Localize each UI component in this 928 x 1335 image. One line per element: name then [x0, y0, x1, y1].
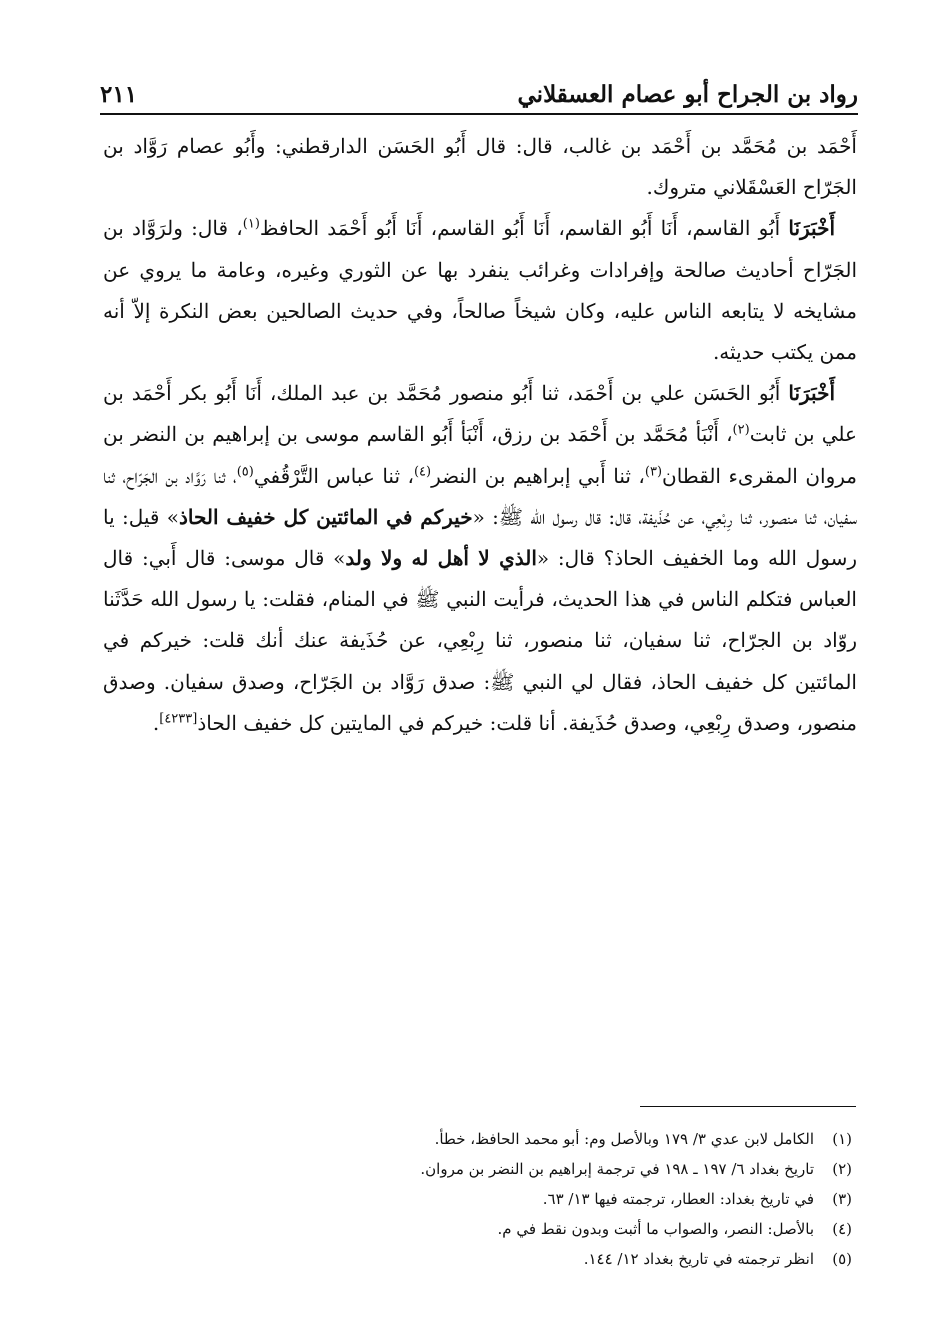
paragraph-1	[103, 126, 857, 208]
paragraph-3-text-d: ، ثنا عباس التَّرْقُفي	[253, 463, 414, 488]
footnote-number: (٤)	[832, 1220, 852, 1238]
footnotes	[300, 1124, 852, 1274]
akhbarana-keyword: أَخْبَرَنَا	[788, 216, 836, 241]
paragraph-3-text-c: ، ثنا أَبي إبراهيم بن النضر	[431, 463, 645, 488]
footnote-text: انظر ترجمته في تاريخ بغداد ١٢/ ١٤٤.	[583, 1250, 814, 1268]
hadith-text-1: خيركم في المائتين كل خفيف الحاذ	[178, 504, 473, 529]
footnote-number: (٥)	[832, 1250, 852, 1268]
footnote-text: بالأصل: النصر، والصواب ما أثبت وبدون نقط في م.	[497, 1220, 814, 1238]
footnote-marker-3[interactable]: (٣)	[644, 463, 663, 479]
paragraph-3-text-a: أَبُو الحَسَن علي بن أَحْمَد، ثنا أَبُو منصور مُحَمَّد بن عبد الملك، أَنَا أَبُو بكر أَحْمَد بن علي بن ثابت	[103, 381, 857, 447]
footnote-number: (٣)	[832, 1190, 852, 1208]
footnote-1	[300, 1124, 852, 1154]
main-text	[103, 126, 857, 744]
paragraph-3-text-e: ، ثنا رَوَّاد بن الجَرّاح، ثنا سفيان، ثنا منصور، ثنا رِبْعِي، عن حُذَيفة، قال: قال رسول الله ﷺ: «	[103, 463, 857, 529]
header-divider	[100, 113, 858, 115]
footnote-divider	[640, 1106, 856, 1107]
hadith-reference-number: [٤٢٣٣]	[159, 711, 198, 727]
paragraph-3-text-b: ، أَنْبَأ مُحَمَّد بن أَحْمَد بن رزق، أَنْبَأ أَبُو القاسم موسى بن إبراهيم بن النضر بن مروان المقرىء القطان	[103, 422, 857, 488]
footnote-5	[300, 1244, 852, 1274]
footnote-text: في تاريخ بغداد: العطار، ترجمته فيها ١٣/ ٦٣.	[542, 1190, 814, 1208]
footnote-3	[300, 1184, 852, 1214]
footnote-text: الكامل لابن عدي ٣/ ١٧٩ وبالأصل وم: أبو محمد الحافظ، خطأ.	[434, 1130, 814, 1148]
paragraph-3-text-g: » قال موسى: قال أَبي: قال العباس فتكلم الناس في هذا الحديث، فرأيت النبي ﷺ في المنام، فقلت: يا رسول الله حَدَّثَنا روّاد بن الجرّاح، ثنا سفيان، ثنا منصور، ثنا رِبْعِي، عن حُذَيفة عنك أنك قلت: خيركم في المائتين كل خفيف الحاذ، فقال لي النبي ﷺ: صدق رَوَّاد بن الجَرّاح، وصدق سفيان. وصدق منصور، وصدق رِبْعِي، وصدق حُذَيفة. أنا قلت: خيركم في المايتين كل خفيف الحاذ	[103, 546, 857, 735]
footnote-4	[300, 1214, 852, 1244]
paragraph-2-text-b: ، قال: ولرَوَّاد بن الجَرّاح أحاديث صالحة وإفرادات وغرائب ينفرد بها عن الثوري وغيره، وعامة ما يروي عن مشايخه لا يتابعه الناس عليه، وكان شيخاً صالحاً، وفي حديث الصالحين بعض النكرة إلاّ أنه ممن يكتب حديثه.	[103, 216, 857, 365]
footnote-marker-1[interactable]: (١)	[242, 216, 260, 232]
running-title: رواد بن الجراح أبو عصام العسقلاني	[517, 81, 858, 108]
paragraph-3	[103, 373, 857, 744]
paragraph-3-end: .	[152, 710, 160, 735]
footnote-number: (١)	[832, 1130, 852, 1148]
paragraph-3-text-f: » قيل: يا رسول الله وما الخفيف الحاذ؟ قال: «	[103, 504, 858, 571]
paragraph-2-text-a: أَبُو القاسم، أَنَا أَبُو القاسم، أَنَا أَبُو القاسم، أَنَا أَبُو أَحْمَد الحافظ	[259, 216, 789, 241]
footnote-marker-4[interactable]: (٤)	[413, 463, 432, 479]
footnote-marker-5[interactable]: (٥)	[236, 463, 254, 479]
footnote-2	[300, 1154, 852, 1184]
footnote-text: تاريخ بغداد ٦/ ١٩٧ ـ ١٩٨ في ترجمة إبراهيم بن النضر بن مروان.	[420, 1160, 814, 1178]
footnote-marker-2[interactable]: (٢)	[732, 422, 750, 438]
paragraph-1-text: أَحْمَد بن مُحَمَّد بن أَحْمَد بن غالب، قال: قال أَبُو الحَسَن الدارقطني: وأَبُو عصام رَوَّاد بن الجَرّاح العَسْقَلاني متروك.	[103, 134, 857, 200]
footnote-number: (٢)	[832, 1160, 852, 1178]
paragraph-2	[103, 208, 857, 373]
akhbarana-keyword: أَخْبَرَنَا	[788, 381, 835, 406]
hadith-text-2: الذي لا أهل له ولا ولد	[345, 546, 537, 571]
page-number: ٢١١	[100, 81, 138, 108]
page-header	[100, 70, 858, 114]
